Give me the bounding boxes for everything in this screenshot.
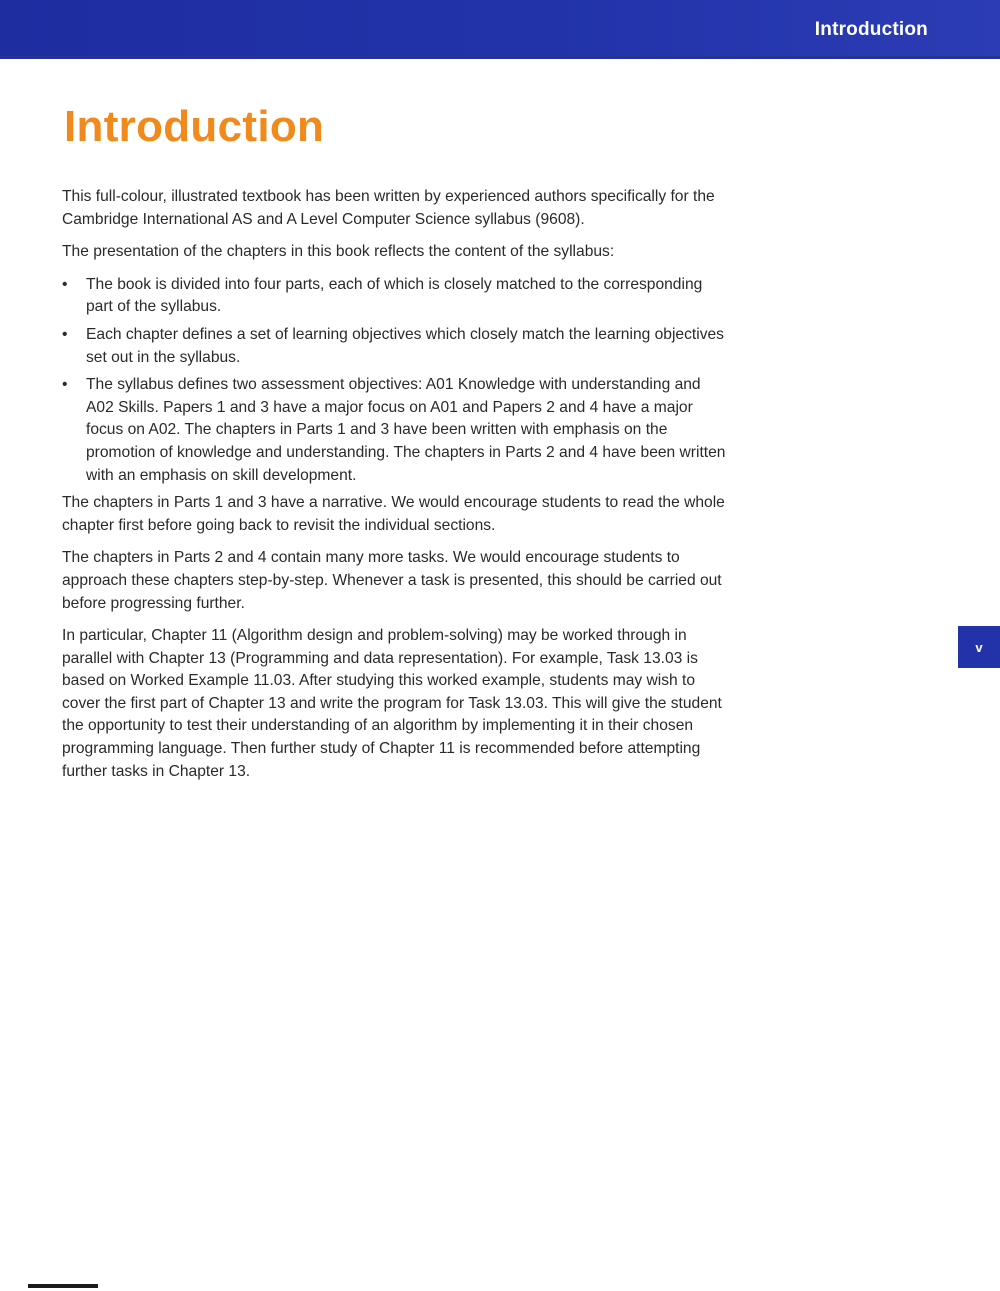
intro-paragraph-2: The presentation of the chapters in this book reflects the content of the syllabus:: [62, 243, 615, 261]
running-head: Introduction: [814, 19, 928, 40]
bullet-icon: •: [62, 275, 68, 293]
header-band: [0, 0, 1000, 59]
page-title: Introduction: [64, 102, 325, 151]
list-item: [62, 274, 726, 319]
parts-1-3-paragraph: The chapters in Parts 1 and 3 have a narrative. We would encourage students to read the whole chapter first before going back to revisit the individual sections.: [62, 494, 725, 534]
page-number-tab: [958, 626, 1000, 668]
scan-edge-mark: [28, 1284, 98, 1288]
bullet-icon: •: [62, 376, 68, 394]
list-item-text: The book is divided into four parts, each of which is closely matched to the corresponding part of the syllabus.: [86, 275, 703, 316]
syllabus-bullet-list: [62, 274, 726, 487]
parts-2-4-paragraph: The chapters in Parts 2 and 4 contain many more tasks. We would encourage students to approach these chapters step-by-step. Whenever a task is presented, this should be carried out before progressing further.: [62, 549, 722, 612]
page-number: v: [975, 639, 983, 655]
chapter-11-13-paragraph: In particular, Chapter 11 (Algorithm design and problem-solving) may be worked through in parallel with Chapter 13 (Programming and data representation). For example, Task 13.03 is based on Worked Example 11.03. After studying this worked example, students may wish to cover the first part of Chapter 13 and write the program for Task 13.03. This will give the student the opportunity to test their understanding of an algorithm by implementing it in their chosen programming language. Then further study of Chapter 11 is recommended before attempting further tasks in Chapter 13.: [62, 627, 722, 780]
body-text: [62, 186, 726, 793]
intro-paragraph-1: This full-colour, illustrated textbook has been written by experienced authors specifically for the Cambridge International AS and A Level Computer Science syllabus (9608).: [62, 188, 715, 228]
bullet-icon: •: [62, 325, 68, 343]
list-item-text: The syllabus defines two assessment objectives: A01 Knowledge with understanding and A02 Skills. Papers 1 and 3 have a major focus on A01 and Papers 2 and 4 have a major focus on A02. The chapters in Parts 1 and 3 have been written with emphasis on the promotion of knowledge and understanding. The chapters in Parts 2 and 4 have been written with an emphasis on skill development.: [86, 376, 726, 484]
list-item: [62, 324, 726, 369]
list-item: [62, 374, 726, 487]
list-item-text: Each chapter defines a set of learning objectives which closely match the learning objectives set out in the syllabus.: [86, 325, 724, 366]
